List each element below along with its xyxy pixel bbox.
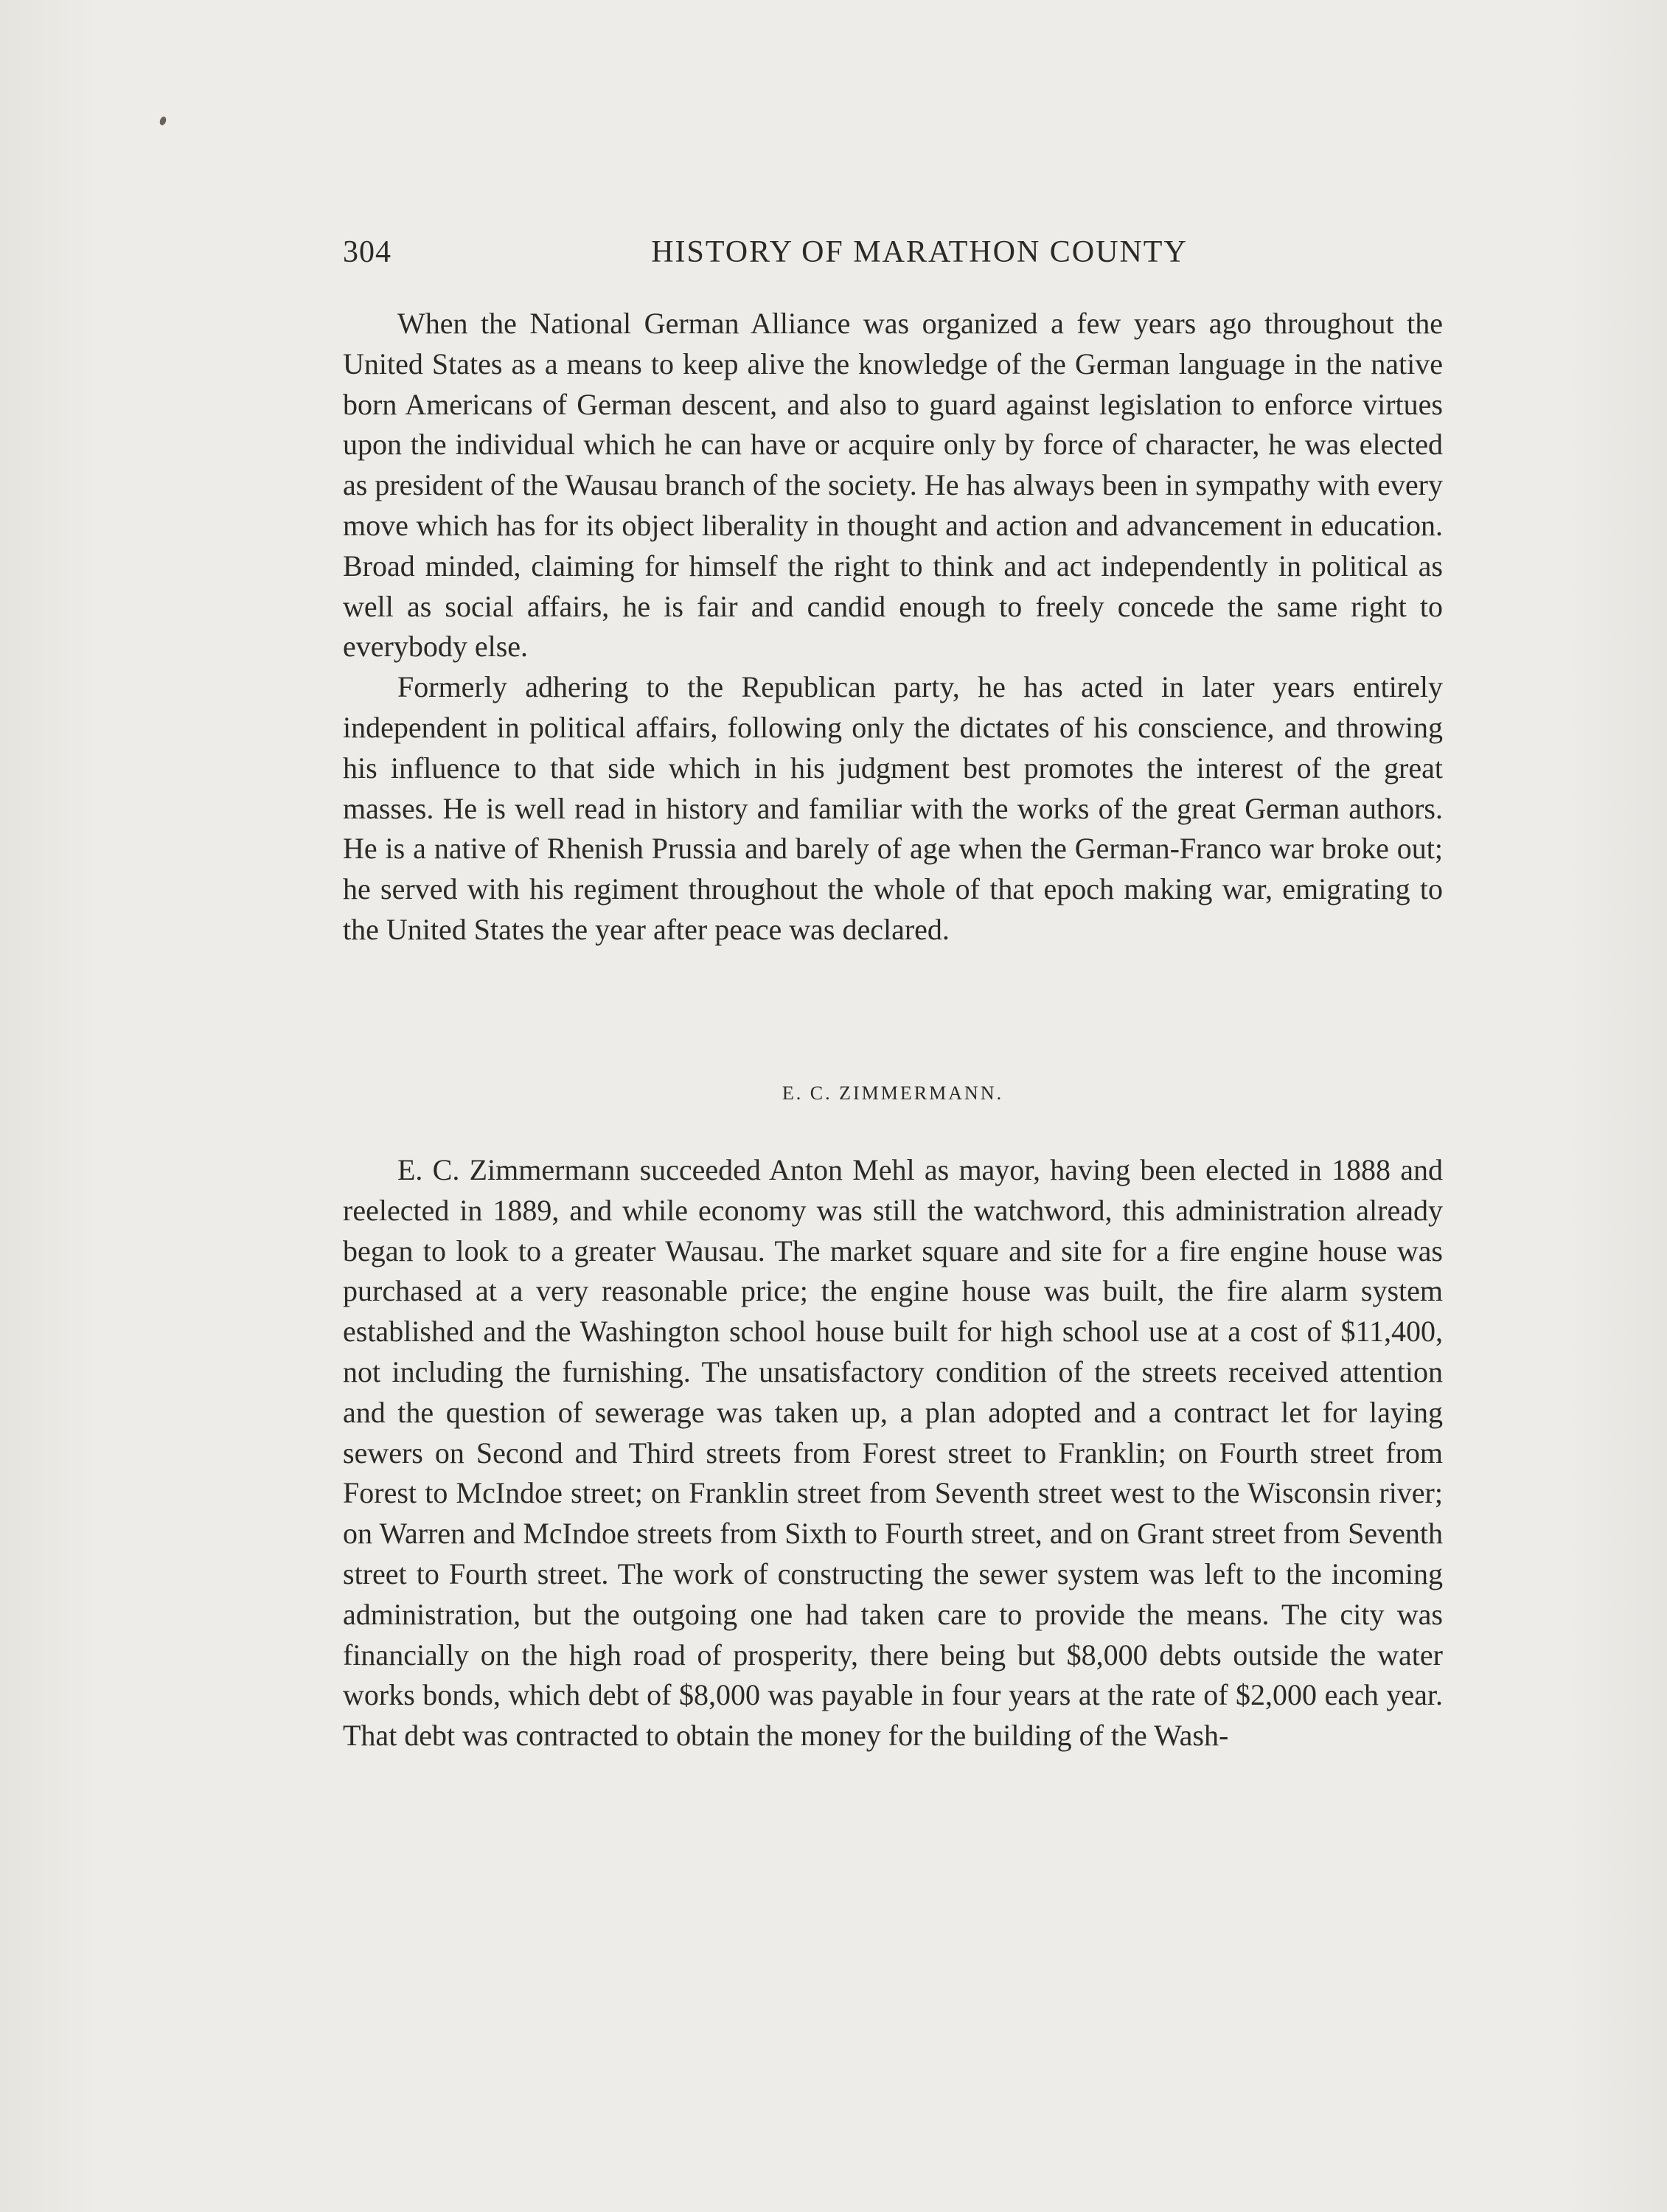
running-head	[343, 234, 1443, 276]
text-block-upper	[343, 304, 1443, 950]
section-heading: E. C. ZIMMERMANN.	[782, 1082, 1004, 1104]
paragraph-zimmermann: E. C. Zimmermann succeeded Anton Mehl as mayor, having been elected in 1888 and reelected in 1889, and while economy was still the watchword, this administration already began to look to a greater Wausau. The market square and site for a fire engine house was purchased at a very reasonable price; the engine house was built, the fire alarm system established and the Washington school house built for high school use at a cost of $11,400, not including the furnishing. The unsatisfactory condition of the streets received attention and the question of sewerage was taken up, a plan adopted and a contract let for laying sewers on Second and Third streets from Forest street to Franklin; on Fourth street from Forest to McIndoe street; on Franklin street from Seventh street west to the Wisconsin river; on Warren and McIndoe streets from Sixth to Fourth street, and on Grant street from Seventh street to Fourth street. The work of constructing the sewer system was left to the incoming administration, but the outgoing one had taken care to provide the means. The city was financially on the high road of prosperity, there being but $8,000 debts outside the water works bonds, which debt of $8,000 was payable in four years at the rate of $2,000 each year. That debt was contracted to obtain the money for the building of the Wash-	[343, 1153, 1443, 1753]
paragraph-politics: Formerly adhering to the Republican party, he has acted in later years entirely independent in political affairs, following only the dictates of his conscience, and throwing his influence to that side which in his judgment best promotes the interest of the great masses. He is well read in history and familiar with the works of the great German authors. He is a native of Rhenish Prussia and barely of age when the German-Franco war broke out; he served with his regiment throughout the whole of that epoch making war, emigrating to the United States the year after peace was declared.	[343, 670, 1443, 946]
running-title: HISTORY OF MARATHON COUNTY	[651, 235, 1188, 269]
text-block-lower	[343, 1150, 1443, 1756]
paragraph-alliance: When the National German Alliance was organized a few years ago throughout the United States as a means to keep alive the knowledge of the German language in the native born Americans of German descent, and also to guard against legislation to enforce virtues upon the individual which he can have or acquire only by force of character, he was elected as president of the Wausau branch of the society. He has always been in sympathy with every move which has for its object liberality in thought and action and advancement in education. Broad minded, claiming for himself the right to think and act independently in political as well as social affairs, he is fair and candid enough to freely concede the same right to everybody else.	[343, 307, 1443, 664]
ink-speck	[159, 116, 167, 126]
page-number: 304	[343, 235, 391, 269]
